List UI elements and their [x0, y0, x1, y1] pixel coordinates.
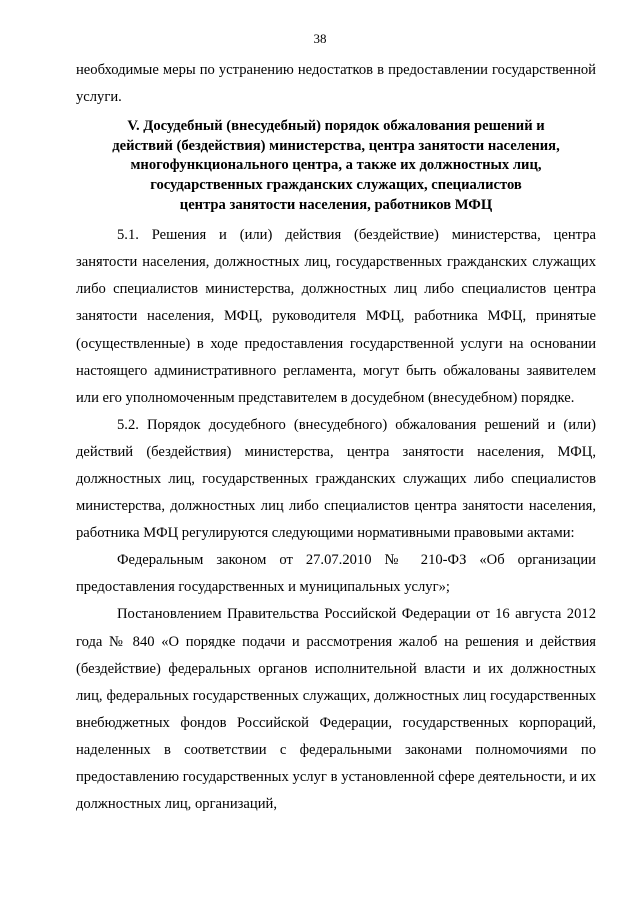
section-heading-line: многофункционального центра, а также их должностных лиц,	[130, 157, 542, 174]
paragraph-5-1: 5.1. Решения и (или) действия (бездействие) министерства, центра занятости населения, должностных лиц, государственных гражданских служащих либо специалистов министерства, должностных лиц либо специалистов центра занятости населения, МФЦ, руководителя МФЦ, работника МФЦ, принятые (осуществленные) в ходе предоставления государственной услуги на основании настоящего административного регламента, могут быть обжалованы заявителем или его уполномоченным представителем в досудебном (внесудебном) порядке.	[76, 227, 596, 406]
section-heading	[76, 117, 596, 221]
section-heading-line: центра занятости населения, работников МФЦ	[179, 196, 493, 213]
paragraph-5-2: 5.2. Порядок досудебного (внесудебного) обжалования решений и (или) действий (бездействия) министерства, центра занятости населения, МФЦ, должностных лиц, государственных гражданских служащих либо специалистов министерства, должностных лиц либо специалистов центра занятости населения, работника МФЦ регулируются следующими нормативными правовыми актами:	[76, 416, 596, 542]
document-body	[76, 57, 596, 818]
section-heading-line: действий (бездействия) министерства, центра занятости населения,	[112, 137, 560, 154]
decree-840-item: Постановлением Правительства Российской Федерации от 16 августа 2012 года № 840 «О порядке подачи и рассмотрения жалоб на решения и действия (бездействие) федеральных органов исполнительной власти и их должностных лиц, федеральных государственных служащих, должностных лиц государственных внебюджетных фондов Российской Федерации, государственных корпораций, наделенных в соответствии с федеральными законами полномочиями по предоставлению государственных услуг в установленной сфере деятельности, и их должностных лиц, организаций,	[76, 606, 596, 813]
law-210-fz-item: Федеральным законом от 27.07.2010 № 210-ФЗ «Об организации предоставления государственных и муниципальных услуг»;	[76, 552, 596, 596]
page-number: 38	[313, 31, 327, 46]
section-heading-line: государственных гражданских служащих, специалистов	[150, 176, 522, 193]
continuation-paragraph: необходимые меры по устранению недостатков в предоставлении государственной услуги.	[76, 62, 596, 106]
section-heading-line: V. Досудебный (внесудебный) порядок обжалования решений и	[127, 118, 545, 135]
